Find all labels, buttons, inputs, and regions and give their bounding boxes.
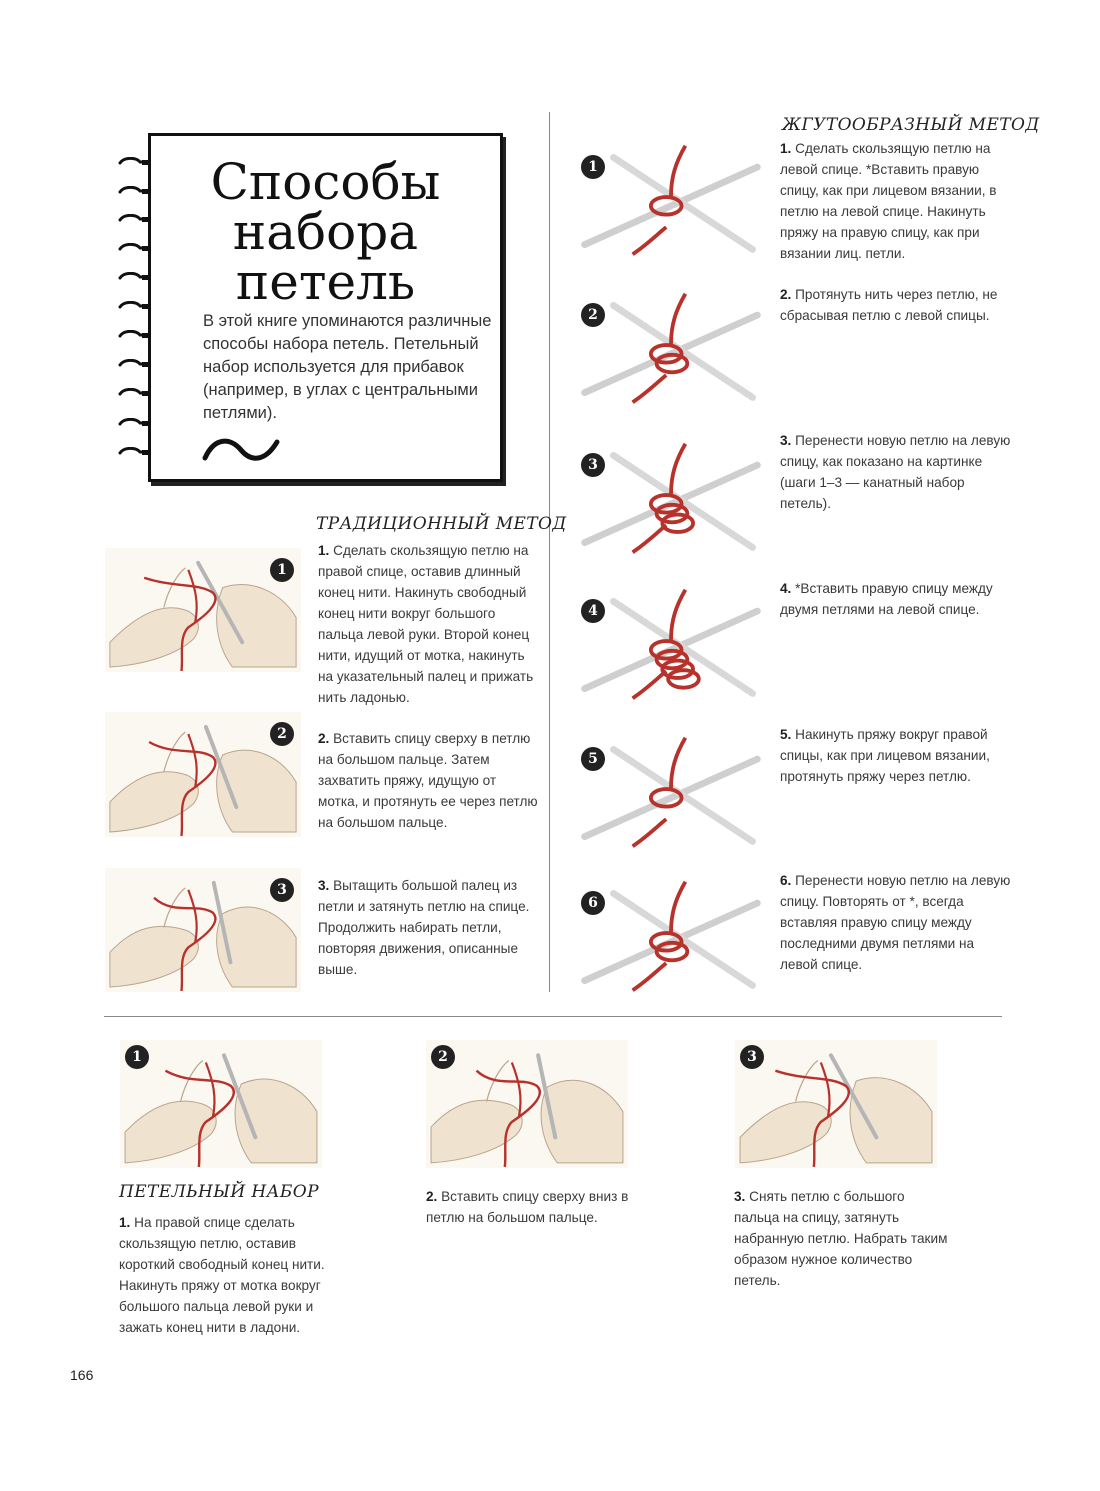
step-text [780, 724, 1012, 787]
loop-heading: ПЕТЕЛЬНЫЙ НАБОР [119, 1182, 319, 1202]
step-illustration [575, 582, 767, 713]
step-text [734, 1186, 949, 1291]
step-number-label: 3. [734, 1189, 746, 1204]
step-number-label: 2. [318, 731, 330, 746]
page-title-line-2: набора [232, 203, 419, 261]
step-badge: 1 [581, 155, 605, 179]
step-badge: 3 [270, 878, 294, 902]
step-description: Вставить спицу сверху в петлю на большом пальце. Затем захватить пряжу, идущую от мотка, и протянуть ее через петлю на большом пальце. [318, 731, 538, 830]
step-description: Вставить спицу сверху вниз в петлю на большом пальце. [426, 1189, 629, 1225]
step-text [780, 578, 1012, 620]
column-divider [549, 112, 550, 992]
cable-heading: ЖГУТООБРАЗНЫЙ МЕТОД [782, 115, 1040, 135]
step-badge: 3 [581, 453, 605, 477]
step-badge: 6 [581, 891, 605, 915]
step-description: Сделать скользящую петлю на правой спице, оставив длинный конец нити. Накинуть свободный конец нити вокруг большого пальца левой руки. Второй конец нити, идущий от мотка, накинуть на указательный палец и прижать нить ладонью. [318, 543, 534, 705]
step-description: Снять петлю с большого пальца на спицу, затянуть набранную петлю. Набрать таким образом нужное количество петель. [734, 1189, 948, 1288]
hands-illustration [735, 1040, 937, 1168]
step-description: На правой спице сделать скользящую петлю, оставив короткий свободный конец нити. Накинуть пряжу от мотка вокруг большого пальца левой руки и зажать конец нити в ладони. [119, 1215, 325, 1335]
step-description: *Вставить правую спицу между двумя петлями на левой спице. [780, 581, 993, 617]
step-badge: 1 [125, 1045, 149, 1069]
step-text [318, 540, 540, 708]
step-badge: 3 [740, 1045, 764, 1069]
step-text [119, 1212, 339, 1338]
page-number: 166 [70, 1367, 94, 1383]
section-divider [104, 1016, 1002, 1017]
step-number-label: 2. [780, 287, 792, 302]
step-illustration [735, 1040, 937, 1173]
step-number-label: 5. [780, 727, 792, 742]
step-number-label: 1. [318, 543, 330, 558]
step-illustration [575, 286, 767, 417]
step-description: Накинуть пряжу вокруг правой спицы, как при лицевом вязании, протянуть пряжу через петлю. [780, 727, 990, 784]
traditional-heading: ТРАДИЦИОННЫЙ МЕТОД [316, 514, 567, 534]
needles-illustration [575, 730, 767, 856]
needles-illustration [575, 138, 767, 264]
step-illustration [426, 1040, 628, 1173]
step-text [780, 430, 1012, 514]
tilde-ornament [201, 432, 281, 468]
step-description: Сделать скользящую петлю на левой спице. *Вставить правую спицу, как при лицевом вязании, в петлю на левой спице. Накинуть пряжу на правую спицу, как при вязании лиц. петли. [780, 141, 997, 261]
step-text [780, 284, 1012, 326]
step-illustration [120, 1040, 322, 1173]
step-number-label: 1. [119, 1215, 131, 1230]
hands-illustration [426, 1040, 628, 1168]
step-badge: 2 [581, 303, 605, 327]
step-text [780, 870, 1012, 975]
step-badge: 5 [581, 747, 605, 771]
title-card [148, 133, 503, 482]
hands-illustration [120, 1040, 322, 1168]
step-number-label: 3. [780, 433, 792, 448]
step-illustration [575, 436, 767, 567]
step-text [318, 875, 540, 980]
step-badge: 4 [581, 599, 605, 623]
page-title-line-1: Способы [210, 153, 441, 211]
step-description: Перенести новую петлю на левую спицу, как показано на картинке (шаги 1–3 — канатный набор петель). [780, 433, 1011, 511]
step-text [780, 138, 1012, 264]
needles-illustration [575, 286, 767, 412]
step-badge: 2 [270, 722, 294, 746]
step-illustration [575, 138, 767, 269]
step-number-label: 2. [426, 1189, 438, 1204]
step-description: Протянуть нить через петлю, не сбрасывая петлю с левой спицы. [780, 287, 998, 323]
step-text [318, 728, 540, 833]
step-text [426, 1186, 646, 1228]
step-description: Вытащить большой палец из петли и затянуть петлю на спице. Продолжить набирать петли, повторяя движения, описанные выше. [318, 878, 530, 977]
page-title-line-3: петель [235, 253, 416, 311]
step-number-label: 1. [780, 141, 792, 156]
step-number-label: 6. [780, 873, 792, 888]
needles-illustration [575, 874, 767, 1000]
step-description: Перенести новую петлю на левую спицу. Повторять от *, всегда вставляя правую спицу между последними двумя петлями на левой спице. [780, 873, 1011, 972]
needles-illustration [575, 582, 767, 708]
step-illustration [575, 874, 767, 1005]
step-illustration [575, 730, 767, 861]
step-number-label: 4. [780, 581, 792, 596]
intro-text: В этой книге упоминаются различные способы набора петель. Петельный набор используется для прибавок (например, в углах с центральными петлями). [203, 312, 492, 422]
step-number-label: 3. [318, 878, 330, 893]
needles-illustration [575, 436, 767, 562]
step-badge: 1 [270, 558, 294, 582]
step-badge: 2 [431, 1045, 455, 1069]
